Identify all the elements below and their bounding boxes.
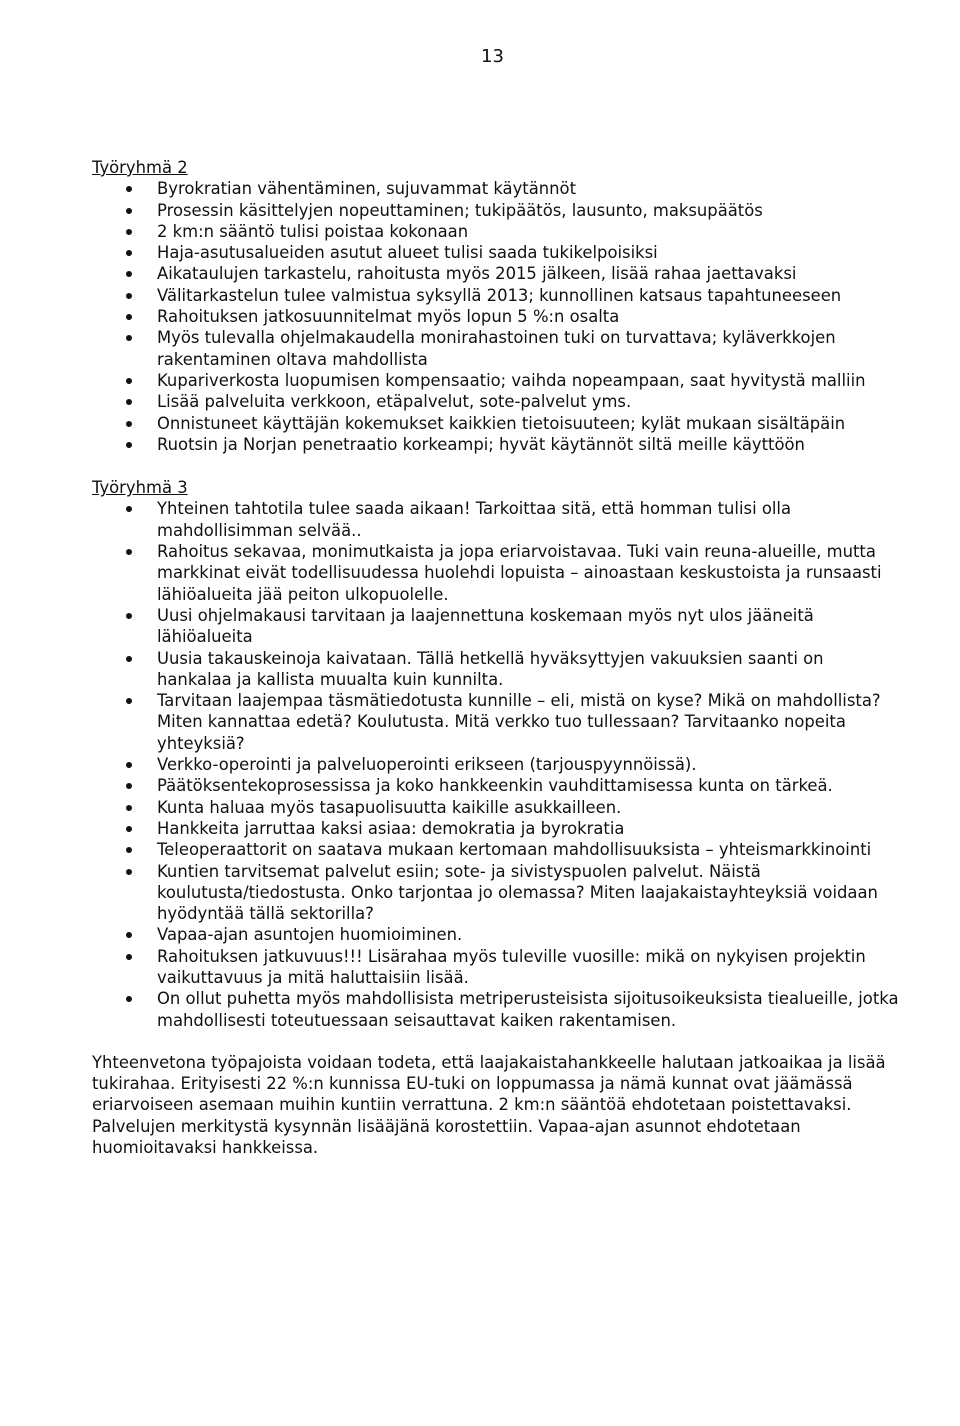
bullet-item: Yhteinen tahtotila tulee saada aikaan! Tarkoittaa sitä, että homman tulisi olla mahdollisimman selvää.. xyxy=(92,498,902,541)
bullet-item: Myös tulevalla ohjelmakaudella monirahastoinen tuki on turvattava; kyläverkkojen rakentaminen oltava mahdollista xyxy=(92,327,902,370)
bullet-item: On ollut puhetta myös mahdollisista metriperusteisista sijoitusoikeuksista tiealueille, jotka mahdollisesti toteutuessaan seisauttavat kaiken rakentamisen. xyxy=(92,988,902,1031)
bullet-item: Kuntien tarvitsemat palvelut esiin; sote- ja sivistyspuolen palvelut. Näistä koulutusta/tiedostusta. Onko tarjontaa jo olemassa? Miten laajakaistayhteyksiä voidaan hyödyntää tällä sektorilla? xyxy=(92,861,902,925)
bullet-item: Verkko-operointi ja palveluoperointi erikseen (tarjouspyynnöissä). xyxy=(92,754,902,775)
summary-paragraph: Yhteenvetona työpajoista voidaan todeta, että laajakaistahankkeelle halutaan jatkoaikaa ja lisää tukirahaa. Erityisesti 22 %:n kunnissa EU-tuki on loppumassa ja nämä kunnat ovat jäämässä eriarvoiseen asemaan muihin kuntiin verrattuna. 2 km:n sääntöä ehdotetaan poistettavaksi. Palvelujen merkitystä kysynnän lisääjänä korostettiin. Vapaa-ajan asunnot ehdotetaan huomioitavaksi hankkeissa. xyxy=(92,1052,886,1158)
bullet-item: Kupariverkosta luopumisen kompensaatio; vaihda nopeampaan, saat hyvitystä malliin xyxy=(92,370,902,391)
bullet-item: Byrokratian vähentäminen, sujuvammat käytännöt xyxy=(92,178,902,199)
bullet-list xyxy=(92,498,902,1030)
bullet-item: Uusi ohjelmakausi tarvitaan ja laajennettuna koskemaan myös nyt ulos jääneitä lähiöalueita xyxy=(92,605,902,648)
section-heading: Työryhmä 3 xyxy=(92,478,188,498)
bullet-item: Rahoituksen jatkosuunnitelmat myös lopun 5 %:n osalta xyxy=(92,306,902,327)
bullet-item: Aikataulujen tarkastelu, rahoitusta myös 2015 jälkeen, lisää rahaa jaettavaksi xyxy=(92,263,902,284)
bullet-item: Prosessin käsittelyjen nopeuttaminen; tukipäätös, lausunto, maksupäätös xyxy=(92,200,902,221)
bullet-item: Vapaa-ajan asuntojen huomioiminen. xyxy=(92,924,902,945)
bullet-item: Haja-asutusalueiden asutut alueet tulisi saada tukikelpoisiksi xyxy=(92,242,902,263)
bullet-item: Rahoitus sekavaa, monimutkaista ja jopa eriarvoistavaa. Tuki vain reuna-alueille, mutta markkinat eivät todellisuudessa huolehdi lopuista – ainoastaan keskustoista ja runsaasti lähiöalueita jää peiton ulkopuolelle. xyxy=(92,541,902,605)
section-tyoryhma-3 xyxy=(92,477,902,1031)
bullet-item: Ruotsin ja Norjan penetraatio korkeampi; hyvät käytännöt siltä meille käyttöön xyxy=(92,434,902,455)
bullet-item: Lisää palveluita verkkoon, etäpalvelut, sote-palvelut yms. xyxy=(92,391,902,412)
bullet-item: Rahoituksen jatkuvuus!!! Lisärahaa myös tuleville vuosille: mikä on nykyisen projektin vaikuttavuus ja mitä haluttaisiin lisää. xyxy=(92,946,902,989)
bullet-item: Onnistuneet käyttäjän kokemukset kaikkien tietoisuuteen; kylät mukaan sisältäpäin xyxy=(92,413,902,434)
bullet-item: 2 km:n sääntö tulisi poistaa kokonaan xyxy=(92,221,902,242)
page-number: 13 xyxy=(481,46,504,67)
bullet-item: Hankkeita jarruttaa kaksi asiaa: demokratia ja byrokratia xyxy=(92,818,902,839)
document-body xyxy=(92,157,902,1158)
bullet-item: Kunta haluaa myös tasapuolisuutta kaikille asukkailleen. xyxy=(92,797,902,818)
bullet-item: Tarvitaan laajempaa täsmätiedotusta kunnille – eli, mistä on kyse? Mikä on mahdollista? Miten kannattaa edetä? Koulutusta. Mitä verkko tuo tullessaan? Tarvitaanko nopeita yhteyksiä? xyxy=(92,690,902,754)
section-heading: Työryhmä 2 xyxy=(92,158,188,177)
section-tyoryhma-2 xyxy=(92,157,902,455)
bullet-item: Teleoperaattorit on saatava mukaan kertomaan mahdollisuuksista – yhteismarkkinointi xyxy=(92,839,902,860)
bullet-item: Päätöksentekoprosessissa ja koko hankkeenkin vauhdittamisessa kunta on tärkeä. xyxy=(92,775,902,796)
bullet-list xyxy=(92,178,902,455)
bullet-item: Välitarkastelun tulee valmistua syksyllä 2013; kunnollinen katsaus tapahtuneeseen xyxy=(92,285,902,306)
bullet-item: Uusia takauskeinoja kaivataan. Tällä hetkellä hyväksyttyjen vakuuksien saanti on hankalaa ja kallista muualta kuin kunnilta. xyxy=(92,648,902,691)
